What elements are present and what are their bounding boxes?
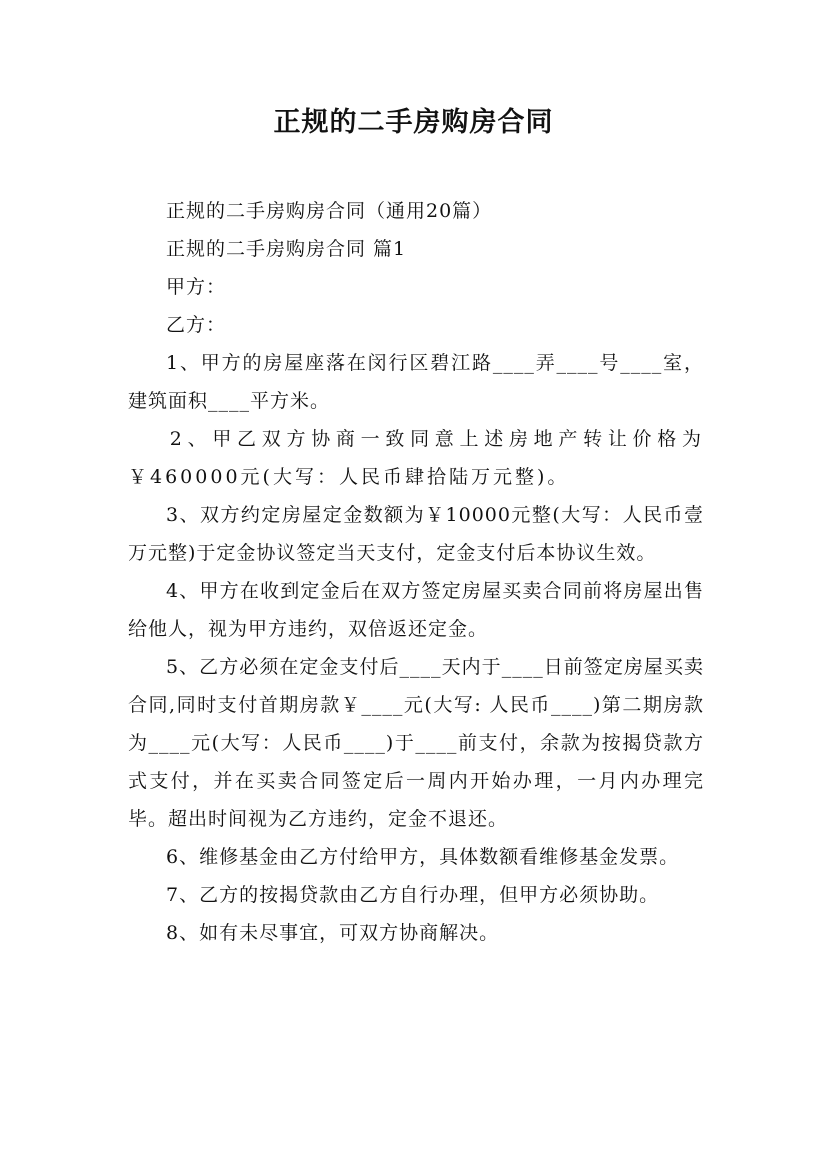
paragraph-clause-5: 5、乙方必须在定金支付后____天内于____日前签定房屋买卖合同,同时支付首期房款￥____元(大写: 人民币____)第二期房款为____元(大写：人民币____)于____前支付，余款为按揭贷款方式支付，并在买卖合同签定后一周内开始办理，一月内办理完毕。超出时间视为乙方违约，定金不退还。 (128, 656, 704, 830)
paragraph-clause-4: 4、甲方在收到定金后在双方签定房屋买卖合同前将房屋出售给他人，视为甲方违约，双倍返还定金。 (128, 580, 704, 640)
paragraph-clause-8: 8、如有未尽事宜，可双方协商解决。 (166, 922, 500, 944)
paragraph-party-a: 甲方： (166, 276, 227, 298)
document-body (128, 192, 704, 952)
paragraph-party-b: 乙方： (166, 314, 227, 336)
paragraph-clause-2: 2、甲乙双方协商一致同意上述房地产转让价格为￥460000元(大写：人民币肆拾陆万元整)。 (128, 428, 704, 488)
paragraph-section-heading: 正规的二手房购房合同 篇1 (166, 238, 407, 260)
paragraph-clause-1: 1、甲方的房屋座落在闵行区碧江路____弄____号____室，建筑面积____平方米。 (128, 352, 704, 412)
paragraph-clause-6: 6、维修基金由乙方付给甲方，具体数额看维修基金发票。 (166, 846, 680, 868)
document-title: 正规的二手房购房合同 (273, 107, 554, 138)
paragraph-clause-7: 7、乙方的按揭贷款由乙方自行办理，但甲方必须协助。 (166, 884, 660, 906)
paragraph-clause-3: 3、双方约定房屋定金数额为￥10000元整(大写：人民币壹万元整)于定金协议签定当天支付，定金支付后本协议生效。 (128, 504, 704, 564)
paragraph-subtitle: 正规的二手房购房合同（通用20篇） (166, 200, 493, 222)
